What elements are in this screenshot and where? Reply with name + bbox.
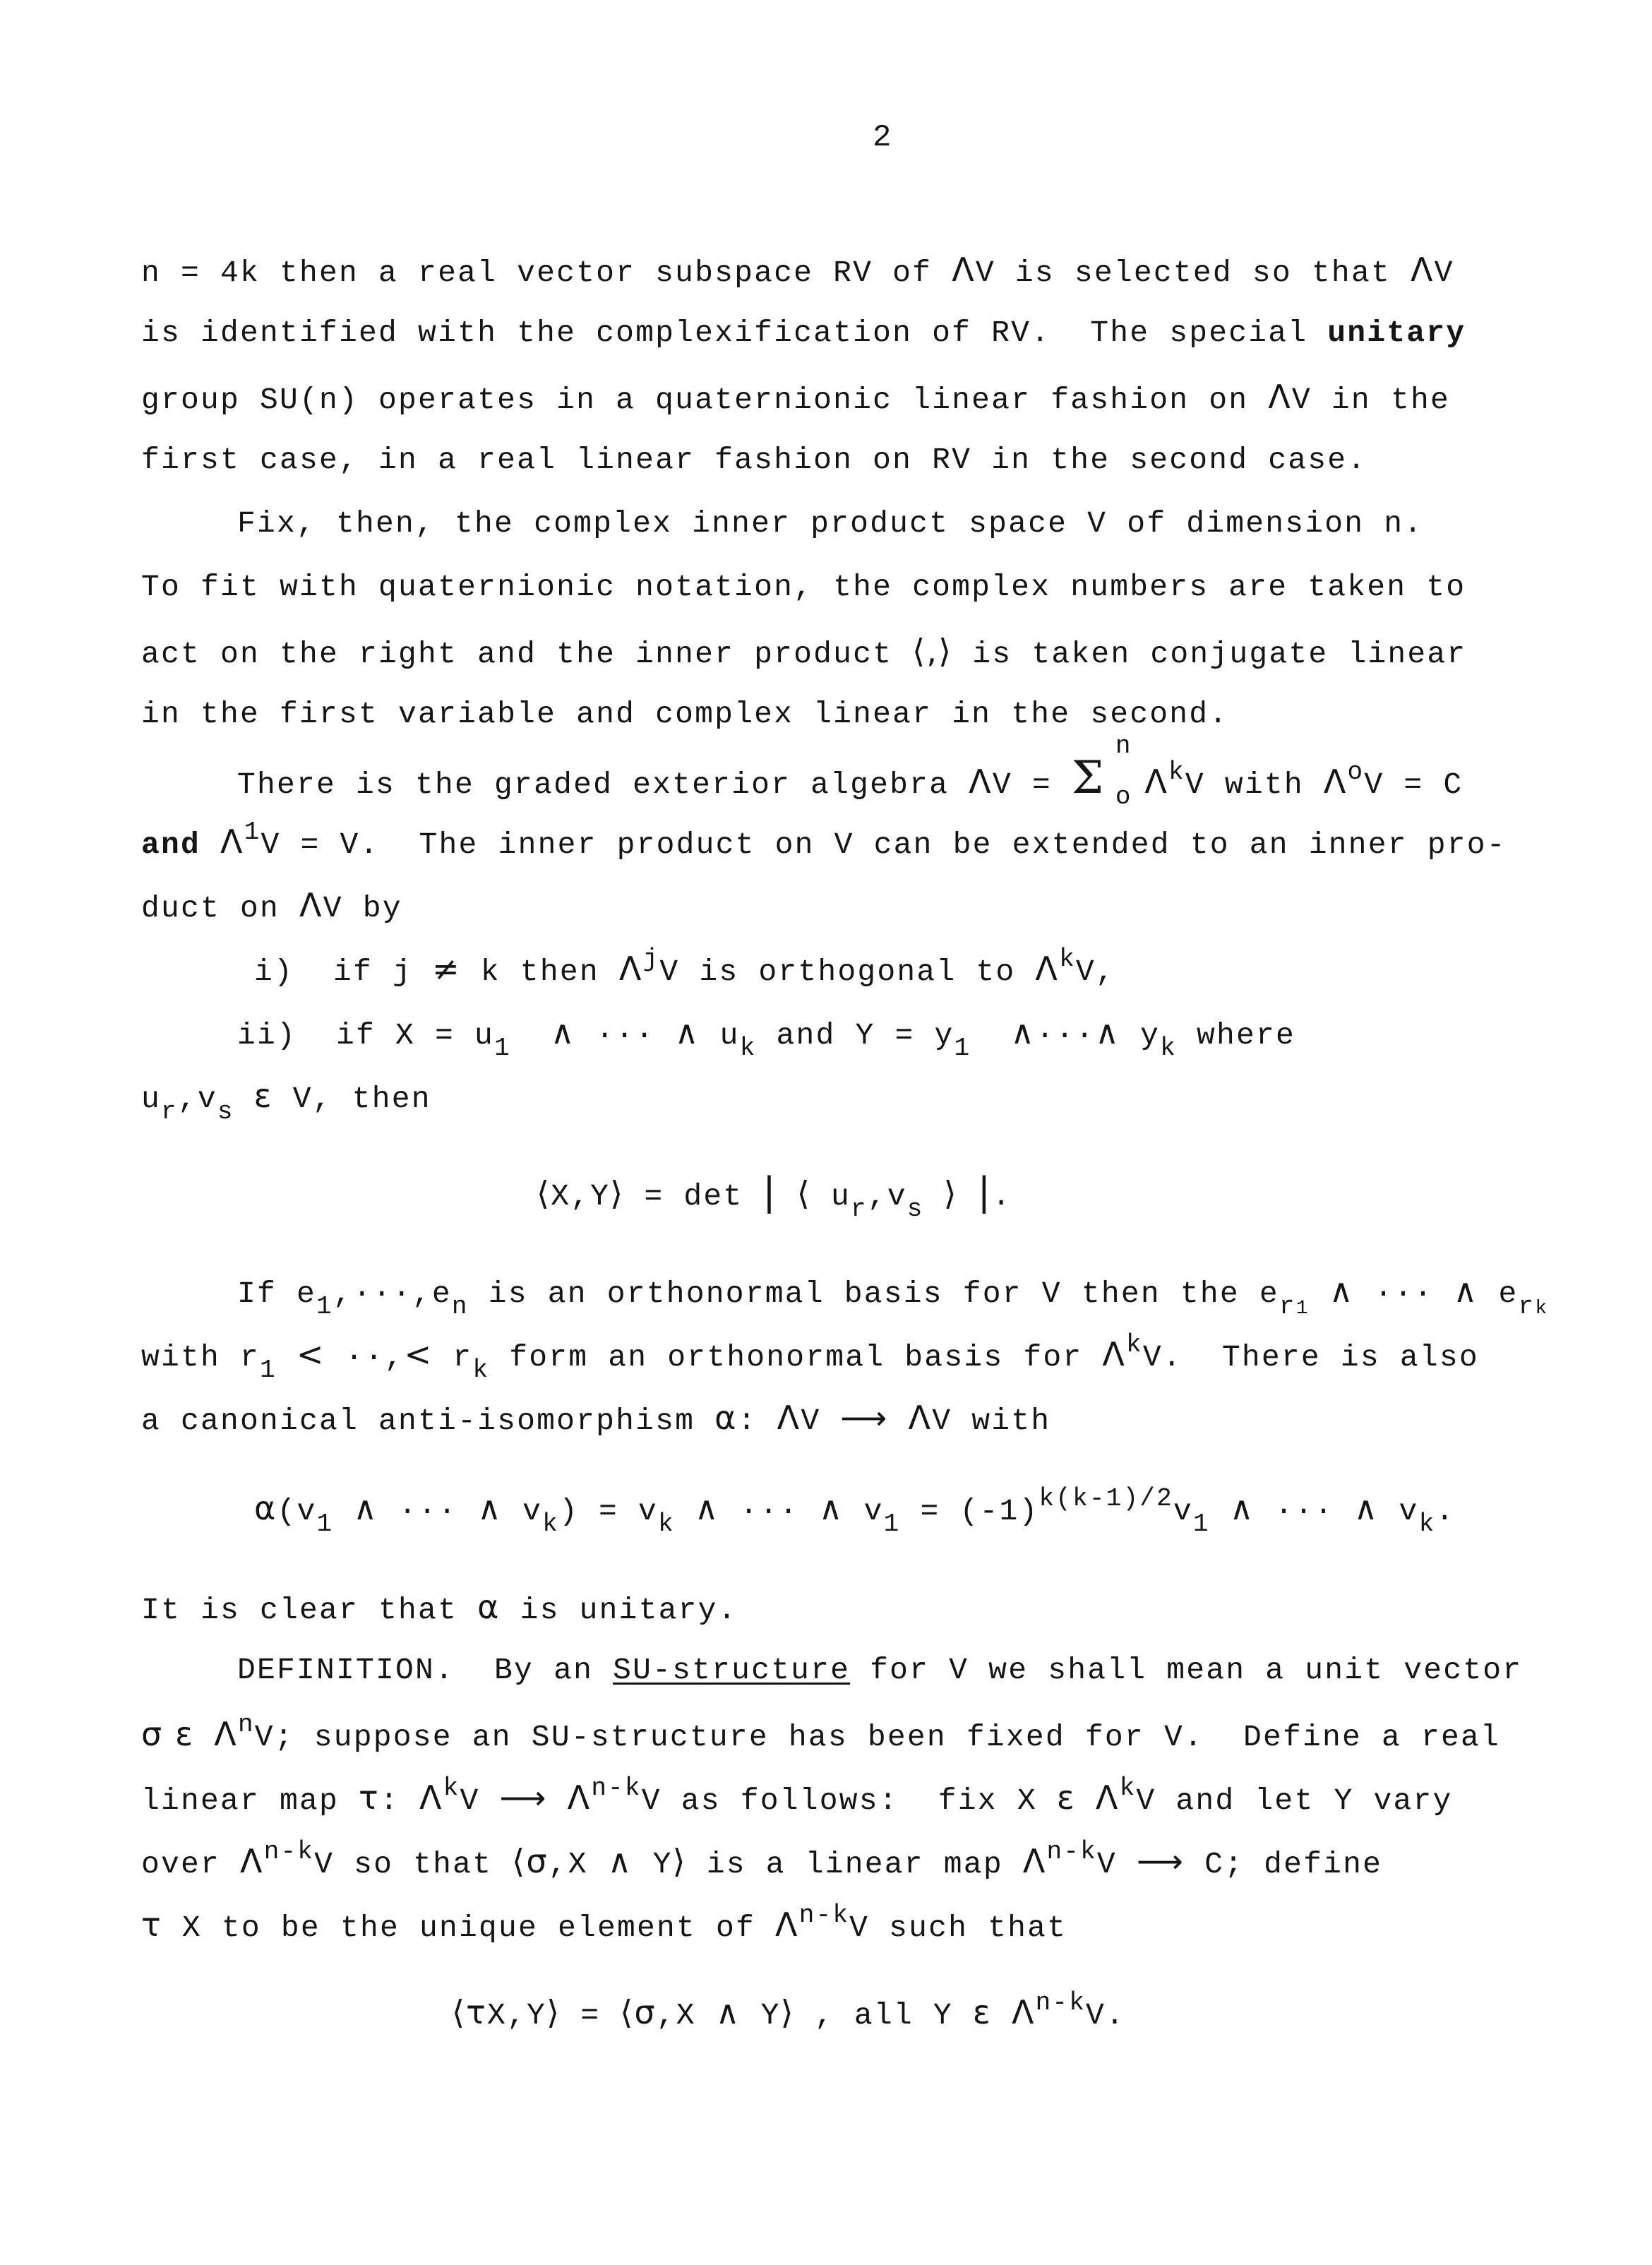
definition-line-4: over $\Lambda^{n-k}V$ so that ⟨σ,X ∧ Y⟩ is a linear map $\Lambda^{n-k}V$ ⟶ C; define — [141, 1837, 1383, 1882]
page-number: 2 — [873, 120, 892, 155]
definition-line-2: σ ε $\Lambda^nV$; suppose an SU-structure has been fixed for V. Define a real — [141, 1710, 1501, 1755]
definition-line-5: τ X to be the unique element of $\Lambda^{n-k}V$ such that — [141, 1901, 1067, 1945]
equation-anti-isomorphism: $\alpha(v_1$ ∧ ··· ∧ $v_k) = v_k$ ∧ ··· ∧ $v_1 = (-1)^{k(k-1)/2}v_1$ ∧ ··· ∧ $v_k$. — [254, 1484, 1456, 1538]
equation-tau-definition: ⟨τX,Y⟩ = ⟨σ,X ∧ Y⟩ , all Y ε $\Lambda^{n-k}V$. — [452, 1988, 1126, 2033]
paragraph-4-line-2: with $r_1$ < ··,< $r_k$ form an orthonormal basis for $\Lambda^kV$. There is also — [141, 1330, 1479, 1385]
paragraph-3-line-2: and $\Lambda^1V = V$. The inner product on V can be extended to an inner pro- — [141, 818, 1507, 862]
condition-ii-continued: $u_r,v_s$ ε V, then — [141, 1077, 431, 1126]
p1-l1-text — [0, 2259, 1, 2260]
paragraph-2-line-4: in the first variable and complex linear in the second. — [141, 697, 1229, 731]
paragraph-2-line-2: To fit with quaternionic notation, the complex numbers are taken to — [141, 570, 1466, 604]
equation-inner-product-det: ⟨X,Y⟩ = det | ⟨ $u_r,v_s$ ⟩ |. — [537, 1169, 1012, 1224]
paragraph-1-line-4: first case, in a real linear fashion on RV in the second case. — [141, 443, 1367, 477]
paragraph-4-line-3: a canonical anti-isomorphism α: ΛV ⟶ ΛV with — [141, 1399, 1051, 1438]
paragraph-5: It is clear that α is unitary. — [141, 1588, 738, 1627]
definition-line-1: DEFINITION. By an SU-structure for V we shall mean a unit vector — [237, 1653, 1523, 1687]
paragraph-2-line-3: act on the right and the inner product ⟨,⟩ is taken conjugate linear — [141, 632, 1467, 671]
condition-ii: ii) if $X = u_1$ ∧ ··· ∧ $u_k$ and $Y = y_1$ ∧···∧ $y_k$ where — [237, 1013, 1295, 1063]
definition-line-3: linear map τ: $\Lambda^kV$ ⟶ $\Lambda^{n-k}V$ as follows: fix X ε $\Lambda^kV$ and let Y vary — [141, 1774, 1453, 1818]
paragraph-4-line-1: If $e_1,\cdot\cdot\cdot,e_n$ is an orthonormal basis for V then the $e_{r1}$ ∧ ··· ∧ $e_{rk}$ — [237, 1272, 1549, 1321]
paragraph-3-line-3: duct on ΛV by — [141, 886, 402, 926]
paragraph-3-line-1: There is the graded exterior algebra ΛV = Σ n o $\Lambda^kV$ with $\Lambda^oV = C$ — [237, 731, 1464, 811]
paragraph-1-line-2: is identified with the complexification of RV. The special unitary — [141, 316, 1466, 350]
condition-i: i) if j ≠ k then $\Lambda^jV$ is orthogonal to $\Lambda^kV$, — [254, 945, 1115, 989]
paragraph-2-line-1: Fix, then, the complex inner product space V of dimension n. — [237, 506, 1424, 541]
paragraph-1-line-3: group SU(n) operates in a quaternionic linear fashion on ΛV in the — [141, 378, 1450, 417]
paragraph-1-line-1: n = 4k then a real vector subspace RV of ΛV is selected so that ΛV — [141, 251, 1454, 290]
